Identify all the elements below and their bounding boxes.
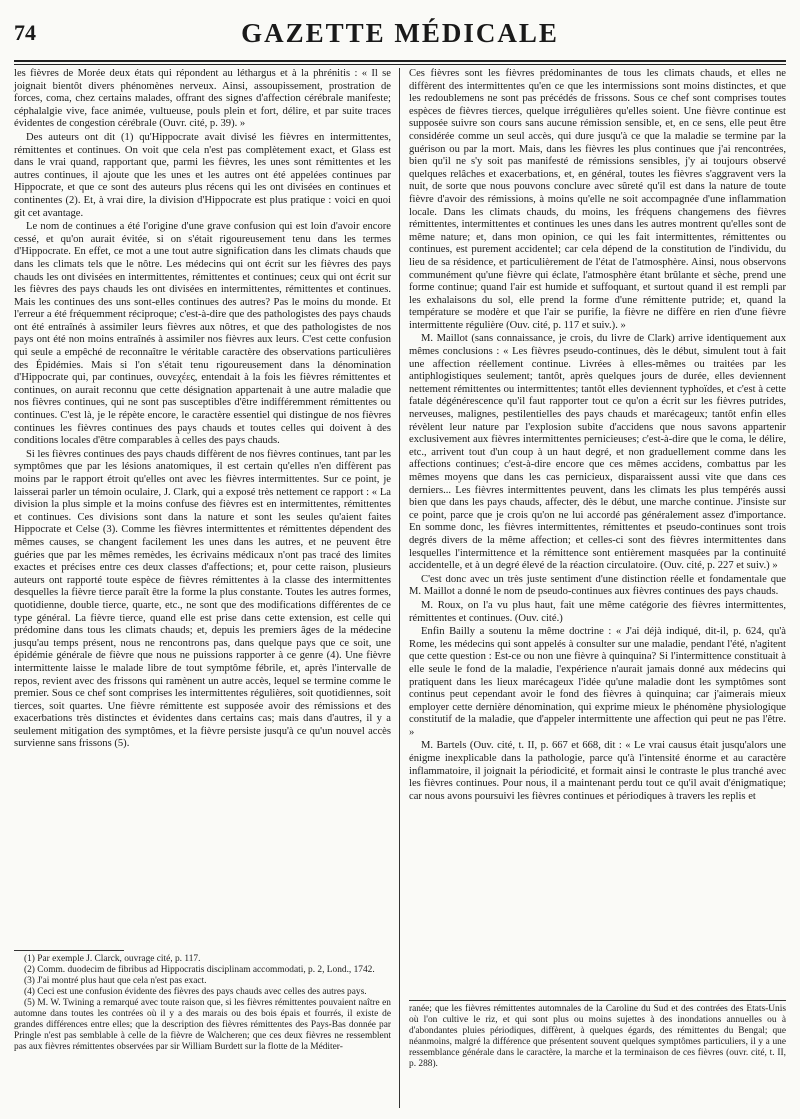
paragraph: M. Bartels (Ouv. cité, t. II, p. 667 et 668, dit : « Le vrai causus était jusqu'alors une énigme inexplicable dans la pathologie, parce qu'à l'intensité énorme et au caractère inflammatoire, il joignait la périodicité, et formait ainsi le contraste le plus tranché avec les fièvres continues. Pour nous, il a maintenant perdu tout ce qu'il avait d'énigmatique; car nous avons poursuivi les fièvres continues et périodiques à travers les replis et [409, 740, 786, 802]
header-rule [14, 60, 786, 62]
page-title: GAZETTE MÉDICALE [241, 18, 559, 48]
footnote: (4) Ceci est une confusion évidente des fièvres des pays chauds avec celles des autres pays. [24, 987, 367, 997]
paragraph: Ces fièvres sont les fièvres prédominantes de tous les climats chauds, et elles ne diffèrent des intermittentes qu'en ce que les intermissions sont moins distinctes, et que les redoublemens ne sont pas précédés de frissons. Sous ce chef sont comprises toutes espèces de fièvres tierces, quelque irrégulières qu'elles soient. Une fièvre continue est supposée suivre son cours sans aucune rémission sensible, et, en ce sens, elle peut être considérée comme un seul accès, qui dure jusqu'à ce que la maladie se termine par la guérison ou par la mort. Mais, dans les fièvres les plus continues que j'ai rencontrées, bien qu'il ne s'y soit pas manifesté de rémissions sensibles, j'y ai toujours observé quelques relâches et exacerbations, et, en général, toutes les fièvres s'aggravent vers la nuit, de sorte que nous pouvons conclure avec sûreté qu'il est dans la nature de toute fièvre d'avoir des rémissions, à moins qu'elle ne soit accompagnée d'une inflammation locale. Dans les climats chauds, du moins, les fréquens changemens des fièvres rémittentes, intermittentes et continues les unes dans les autres montrent qu'elles sont de même nature; et, dans mon opinion, ce qui les fait intermittentes, rémittentes ou continues, est purement accidentel; car cela dépend de la constitution de l'individu, du lieu de sa résidence, et particulièrement de l'état de l'atmosphère. Ainsi, nous observons communément qu'une fièvre qui éclate, l'atmosphère étant brûlante et sèche, prend une forme continue; quand l'air est humide et suffoquant, et surtout quand il est rempli par les exhalaisons du sol, elle prend la forme d'une rémittente putride; et, quand la température se modère et que l'air se purifie, la fièvre ne diffère en rien d'une fièvre intermittente régulière (Ouv. cité, p. 117 et suiv.). » [409, 68, 786, 331]
footnote: (3) J'ai montré plus haut que cela n'est pas exact. [24, 976, 207, 986]
left-footnotes [14, 954, 391, 1053]
paragraph: Enfin Bailly a soutenu la même doctrine : « J'ai déjà indiqué, dit-il, p. 624, qu'à Rome, les médecins qui sont appelés à consulter sur une maladie, pendant l'été, n'agitent que cette question : Est-ce ou non une fièvre à quinquina? Si l'intermittence constituait à elle seule le fond de la maladie, l'expérience n'aurait jamais donné aux médecins qui pratiquent dans les lieux marécageux l'idée qu'une maladie dont les symptômes sont continus peut cependant avoir le fond des fièvres à quinquina; car j'aimerais mieux employer cette dernière dénomination, qui exprime mieux le phénomène physiologique constitutif de la maladie, que d'appeler intermittente une affection qui peut ne pas l'être. » [409, 626, 786, 738]
paragraph: les fièvres de Morée deux états qui répondent au léthargus et à la phrénitis : « Il se joignait bientôt divers phénomènes nerveux. Ainsi, assoupissement, prostration de forces, coma, chez certains malades, offrant des signes d'affection cérébrale manifeste; céphalalgie vive, face animée, vultueuse, pouls plein et fort, délire, et par suite traces évidentes de congestion cérébrale (Ouvr. cité, p. 39). » [14, 68, 391, 130]
paragraph: Si les fièvres continues des pays chauds diffèrent de nos fièvres continues, tant par les symptômes que par les lésions anatomiques, il est certain qu'elles n'en diffèrent pas moins par le rapport étroit qu'elles ont avec les fièvres intermittentes. Sur ce point, je laisserai parler un témoin oculaire, J. Clark, qui a exposé très nettement ce rapport : « La division la plus simple et la moins confuse des fièvres est en intermittentes, rémittentes et continues. Ces divisions sont dans la nature et sont les seules qu'aient faites Hippocrate et Celse (3). Comme les fièvres intermittentes et rémittentes dépendent des mêmes causes, se changent facilement les unes dans les autres, et ne peuvent être guéries que par les mêmes remèdes, les écrivains médicaux n'ont pas tracé des limites exactes et précises entre ces deux classes d'affections; et, pour cette raison, plusieurs auteurs ont rapporté toute espèce de fièvres rémittentes à la classe des intermittentes desquelles la fièvre tierce paraît être la forme la plus constante. Toutes les autres formes, quotidienne, double tierce, quarte, etc., ne sont que des modifications différentes de ce type général. La fièvre tierce, quand elle est prise dans cette extension, est celle qui prédomine dans tous les climats chauds; et, depuis les premiers âges de la médecine jusqu'au temps présent, nous ne rencontrons pas, dans quelque pays que ce soit, une épidémie générale de fièvre que nous ne puissions rapporter à ce genre (4). Une fièvre intermittente laisse le malade libre de tout symptôme fébrile, et, après l'intervalle de repos, revient avec des frissons qui ramènent un autre accès, lequel se termine comme le premier. Sous ce chef sont comprises les intermittentes régulières, soit quotidiennes, soit tierces, soit quartes. Une fièvre rémittente est supposée avoir des rémissions et des exacerbations très distinctes et évidentes dans certains cas; mais dans d'autres, il y a seulement mitigation des symptômes, et la fièvre persiste jusqu'à ce qu'un nouvel accès survienne sans frissons (5). [14, 448, 391, 750]
footnote-rule [14, 950, 124, 951]
paragraph: Des auteurs ont dit (1) qu'Hippocrate avait divisé les fièvres en intermittentes, rémittentes et continues. On voit que cela n'est pas complètement exact, et Glass est dans le vrai quand, rapportant que, parmi les fièvres, les unes sont rémittentes et les autres continues, il ajoute que les unes et les autres ont été appelées continues par Hippocrate, et que ce sont des auteurs plus récens qui les ont divisées en continues et continentes (2). Et, à vrai dire, la division d'Hippocrate est plus pratique : voici en quoi git cet avantage. [14, 131, 391, 219]
footnote: ranée; que les fièvres rémittentes automnales de la Caroline du Sud et des contrées des Etats-Unis où l'on cultive le riz, et qui sont plus ou moins sujettes à des inondations annuelles ou à d'abondantes pluies périodiques, diffèrent, à quelques égards, des rémittentes du Bengal; que néanmoins, malgré la différence que présentent souvent quelques symptômes particuliers, il y a une ressemblance générale dans le caractère, la marche et la terminaison de ces fièvres (ouvr. cité, t. II, p. 288). [409, 1004, 786, 1069]
paragraph: M. Roux, on l'a vu plus haut, fait une même catégorie des fièvres intermittentes, rémittentes et continues. (Ouv. cité.) [409, 599, 786, 624]
header-rule-thin [14, 64, 786, 65]
column-divider [399, 68, 400, 1108]
page-number: 74 [14, 20, 36, 45]
paragraph: M. Maillot (sans connaissance, je crois, du livre de Clark) arrive identiquement aux mêmes conclusions : « Les fièvres pseudo-continues, dès le début, simulent tout à fait une affection réellement continue. Livrées à elles-mêmes ou traitées par les antiphlogistiques seulement; tantôt, après quelques jours de durée, elles deviennent nettement rémittentes ou intermittentes; tantôt elles deviennent typhoïdes, et c'est à cette fatale dégénérescence qu'il faut rapporter tout ce qu'on a écrit sur les fièvres putrides, nerveuses, malignes, pestilentielles des pays chauds et marécageux; tantôt enfin elles révèlent leur nature par l'explosion subite d'accidens que nous savons appartenir exclusivement aux fièvres intermittentes pernicieuses; c'est-à-dire que le coma, le délire, etc., arrivent tout d'un coup à un haut degré, et non graduellement comme dans les affections continues; c'est-à-dire encore que ces mêmes accidens, combattus par les mêmes moyens que dans les cas pernicieux, disparaissent aussi vite que dans ces derniers... Les fièvres intermittentes peuvent, dans les climats les plus tempérés aussi bien que dans les pays chauds, affecter, dès le début, une marche continue. J'insiste sur ce point, parce que je crois qu'on ne lui accordé pas généralement assez d'importance. En somme donc, les fièvres intermittentes, rémittentes et pseudo-continues sont trois degrés divers de la même affection; et celles-ci sont des fièvres intermittentes dans lesquelles l'intermittence et la rémittence sont entièrement masquées par la continuité accidentelle, et à un degré élevé de la réaction circulatoire. (Ouv. cité, p. 227 et suiv.) » [409, 333, 786, 572]
left-column [14, 68, 391, 752]
paragraph: Le nom de continues a été l'origine d'une grave confusion qui est loin d'avoir encore cessé, et qu'on aurait évitée, si on s'était rigoureusement tenu dans les termes d'Hippocrate. En effet, ce mot a une tout autre signification dans les climats chauds que dans les climats tels que le nôtre. Les médecins qui ont écrit sur les fièvres des pays chauds les ont divisées en intermittentes, rémittentes et continues; ceux qui ont écrit sur les fièvres des pays chauds les ont divisées en intermittentes, rémittentes et continues. Mais les continues des uns sont-elles continues des autres? Pas le moins du monde. Et l'erreur a été fréquemment réciproque; c'est-à-dire que des pathologistes des pays chauds ont été entraînés à assimiler leurs fièvres aux nôtres, et que des pathologistes de nos pays ont été non moins entraînés à assimiler nos fièvres aux leurs. C'est cette confusion qui seule a empêché de reconnaître le véritable caractère des observations particulières des Épidémies. Mais si l'on s'était tenu rigoureusement dans la dénomination d'Hippocrate qui, par continues, συνεχέες, entendait à la fois les fièvres rémittentes et continues, on aurait reconnu que cette désignation appartenait à une autre maladie que nos fièvres continues, qui ne sont pas susceptibles d'être indifféremment rémittentes ou continues. C'est là, je le répète encore, le caractère essentiel qui distingue de nos fièvres continues les fièvres continues des pays chauds et toutes celles qui doivent à des conditions locales d'être comparables à celles des pays chauds. [14, 221, 391, 447]
footnote: (5) M. W. Twining a remarqué avec toute raison que, si les fièvres rémittentes pouvaient naître en automne dans toutes les contrées où il y a des marais ou des bois épais et fourrés, il existe de grandes différences entre elles; que la description des fièvres rémittentes des Pays-Bas donnée par Pringle n'est pas semblable à celle de la fièvre de Walcheren; que ces deux fièvres ne ressemblent pas aux fièvres rémittentes observées par sir William Burdett sur la flotte de la Méditer- [14, 998, 391, 1052]
right-footnotes [409, 1004, 786, 1070]
right-column [409, 68, 786, 804]
footnote: (1) Par exemple J. Clarck, ouvrage cité, p. 117. [24, 954, 201, 964]
footnote-rule-right [409, 1000, 786, 1001]
footnote: (2) Comm. duodecim de fibribus ad Hippocratis disciplinam accommodati, p. 2, Lond., 1742. [24, 965, 375, 975]
paragraph: C'est donc avec un très juste sentiment d'une distinction réelle et fondamentale que M. Maillot a donné le nom de pseudo-continues aux fièvres continues des pays chauds. [409, 573, 786, 598]
page-header [14, 18, 786, 56]
